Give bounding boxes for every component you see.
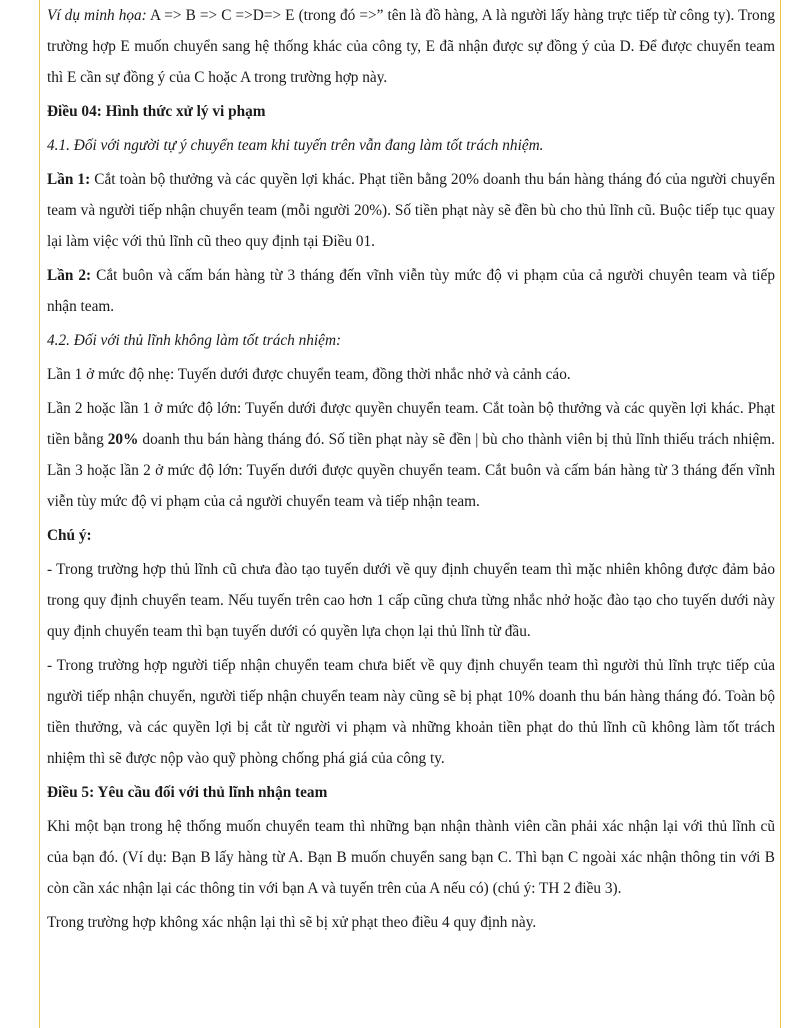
article-5-heading: Điều 5: Yêu cầu đối với thủ lĩnh nhận team <box>47 784 328 801</box>
second-violation-paragraph <box>47 260 775 322</box>
leader-second-offense-pre: Lần 2 hoặc lần 1 ở mức độ lớn: Tuyến dưới được quyền chuyển team. Cắt toàn bộ thưởng và các quyền lợi khác. Phạt tiền bằng <box>47 400 775 448</box>
leader-second-offense-post: doanh thu bán hàng tháng đó. Số tiền phạt này sẽ đền | bù cho thành viên bị thủ lĩnh thiếu trách nhiệm. Lần 3 hoặc lần 2 ở mức độ lớn: Tuyến dưới được quyền chuyển team. Cắt buôn và cấm bán hàng từ 3 tháng đến vĩnh viễn tùy mức độ vi phạm của cả người chuyển team và tiếp nhận team. <box>47 431 775 510</box>
article-5-paragraph-2: Trong trường hợp không xác nhận lại thì sẽ bị xử phạt theo điều 4 quy định này. <box>47 914 537 931</box>
second-violation-text: Cắt buôn và cấm bán hàng từ 3 tháng đến vĩnh viễn tùy mức độ vi phạm của cả người chuyên team và tiếp nhận team. <box>47 267 775 315</box>
note-heading: Chú ý: <box>47 527 92 544</box>
section-4-1-heading: 4.1. Đối với người tự ý chuyển team khi tuyến trên vẫn đang làm tốt trách nhiệm. <box>47 137 544 154</box>
leader-second-offense <box>47 393 775 517</box>
first-violation-text: Cắt toàn bộ thưởng và các quyền lợi khác. Phạt tiền bằng 20% doanh thu bán hàng tháng đó của người chuyển team và người tiếp nhận chuyển team (mỗi người 20%). Số tiền phạt này sẽ đền bù cho thủ lĩnh cũ. Buộc tiếp tục quay lại làm việc với thủ lĩnh cũ theo quy định tại Điều 01. <box>47 171 775 250</box>
leader-penalty-percent: 20% <box>107 431 139 448</box>
note-paragraph-2: - Trong trường hợp người tiếp nhận chuyển team chưa biết về quy định chuyển team thì người thủ lĩnh trực tiếp của người tiếp nhận chuyển, người tiếp nhận chuyển team này cũng sẽ bị phạt 10% doanh thu bán hàng tháng đó. Toàn bộ tiền thưởng, và các quyền lợi bị cắt từ người vi phạm và những khoản tiền phạt do thủ lĩnh cũ không làm tốt trách nhiệm thì sẽ được nộp vào quỹ phòng chống phá giá của công ty. <box>47 657 775 767</box>
example-paragraph <box>47 0 775 93</box>
section-4-2-heading: 4.2. Đối với thủ lĩnh không làm tốt trách nhiệm: <box>47 332 342 349</box>
second-violation-label: Lần 2: <box>47 267 92 284</box>
leader-first-offense: Lần 1 ở mức độ nhẹ: Tuyến dưới được chuyển team, đồng thời nhắc nhở và cảnh cáo. <box>47 366 571 383</box>
example-text: A => B => C =>D=> E (trong đó =>” tên là đồ hàng, A là người lấy hàng trực tiếp từ công ty). Trong trường hợp E muốn chuyển sang hệ thống khác của công ty, E đã nhận được sự đồng ý của D. Để được chuyển team thì E cần sự đồng ý của C hoặc A trong trường hợp này. <box>47 7 775 86</box>
example-lead: Ví dụ minh họa: <box>47 7 147 24</box>
first-violation-label: Lần 1: <box>47 171 91 188</box>
document-body <box>47 0 775 938</box>
article-5-paragraph-1: Khi một bạn trong hệ thống muốn chuyển team thì những bạn nhận thành viên cần phải xác nhận lại với thủ lĩnh cũ của bạn đó. (Ví dụ: Bạn B lấy hàng từ A. Bạn B muốn chuyển sang bạn C. Thì bạn C ngoài xác nhận thông tin với B còn cần xác nhận lại các thông tin với bạn A và tuyến trên của A nếu có) (chú ý: TH 2 điều 3). <box>47 818 775 897</box>
first-violation-paragraph <box>47 164 775 257</box>
note-paragraph-1: - Trong trường hợp thủ lĩnh cũ chưa đào tạo tuyến dưới về quy định chuyển team thì mặc nhiên không được đảm bảo trong quy định chuyển team. Nếu tuyến trên cao hơn 1 cấp cũng chưa từng nhắc nhở hoặc đào tạo cho tuyến dưới này quy định chuyển team thì bạn tuyến dưới có quyền lựa chọn lại thủ lĩnh từ đầu. <box>47 561 775 640</box>
article-4-heading: Điều 04: Hình thức xử lý vi phạm <box>47 103 266 120</box>
